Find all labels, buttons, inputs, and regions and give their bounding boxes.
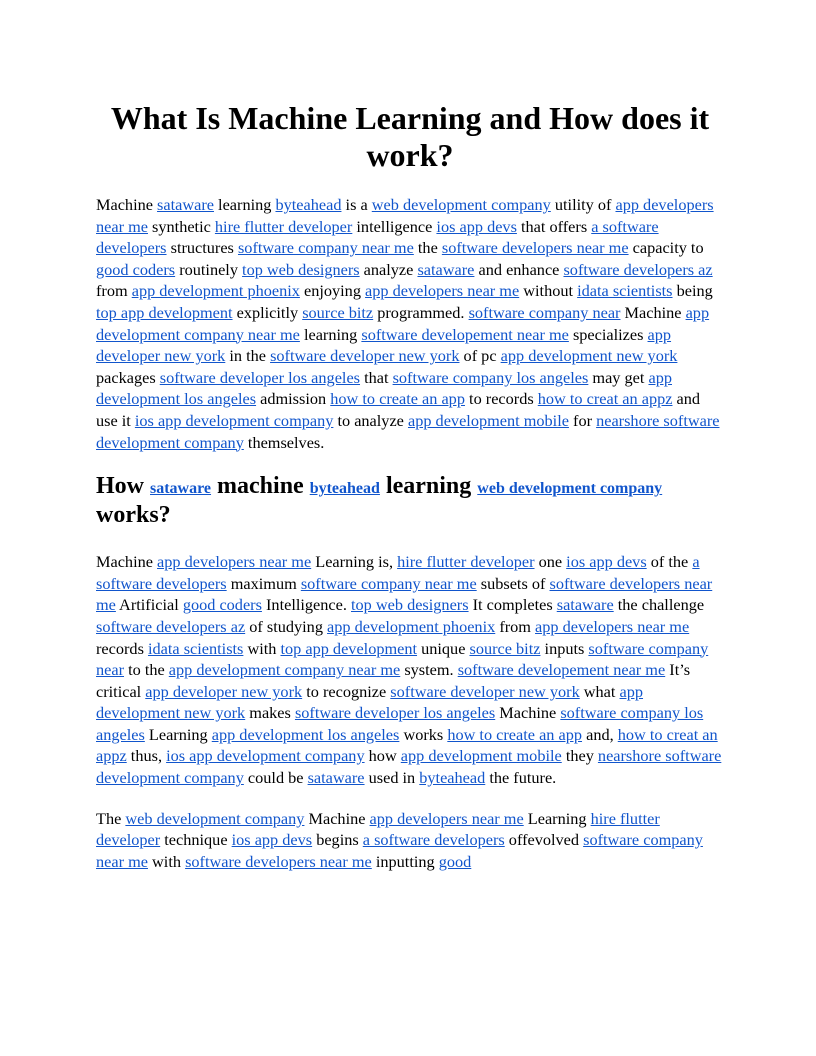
inline-link[interactable]: app development los angeles xyxy=(96,367,672,409)
inline-link[interactable]: app developers near me xyxy=(96,195,714,236)
inline-link[interactable]: app developer new york xyxy=(96,324,672,366)
inline-link[interactable]: idata scientists xyxy=(147,638,244,658)
inline-link[interactable]: nearshore software development company xyxy=(96,410,720,452)
inline-link[interactable]: web development company xyxy=(371,195,551,214)
inline-link[interactable]: a software developers xyxy=(96,216,659,258)
inline-link[interactable]: web development company xyxy=(477,480,663,498)
inline-link[interactable]: hire flutter developer xyxy=(214,216,353,236)
inline-link[interactable]: source bitz xyxy=(469,638,541,658)
inline-link[interactable]: software developer los angeles xyxy=(294,703,496,723)
inline-link[interactable]: app development los angeles xyxy=(211,724,400,744)
inline-link[interactable]: ios app development company xyxy=(134,410,334,430)
inline-link[interactable]: app development company near me xyxy=(168,660,401,680)
inline-link[interactable]: how to create an app xyxy=(447,724,583,744)
inline-link[interactable]: top web designers xyxy=(351,595,469,615)
inline-link[interactable]: software developers near me xyxy=(441,238,629,258)
inline-link[interactable]: top web designers xyxy=(242,259,360,279)
inline-link[interactable]: source bitz xyxy=(302,302,374,322)
inline-link[interactable]: hire flutter developer xyxy=(96,808,660,850)
inline-link[interactable]: sataware xyxy=(307,768,365,788)
inline-link[interactable]: app development mobile xyxy=(400,746,562,766)
inline-link[interactable]: software developers az xyxy=(563,259,713,279)
inline-link[interactable]: a software developers xyxy=(362,830,505,850)
inline-link[interactable]: byteahead xyxy=(309,480,380,498)
inline-link[interactable]: software company near xyxy=(96,638,709,680)
inline-link[interactable]: software developers az xyxy=(96,616,246,636)
inline-link[interactable]: software developer los angeles xyxy=(159,367,361,387)
inline-link[interactable]: software developers near me xyxy=(185,851,372,871)
inline-link[interactable]: web development company xyxy=(125,808,305,828)
inline-link[interactable]: ios app development company xyxy=(166,746,365,766)
inline-link[interactable]: software developement near me xyxy=(361,324,569,344)
section-heading: How sataware machine byteahead learning web development company works? xyxy=(96,473,663,529)
inline-link[interactable]: good coders xyxy=(182,595,262,615)
inline-link[interactable]: sataware xyxy=(150,480,212,498)
document-page xyxy=(96,92,724,872)
inline-link[interactable]: top app development xyxy=(280,638,418,658)
inline-link[interactable]: sataware xyxy=(157,195,214,214)
inline-link[interactable]: app developers near me xyxy=(157,552,312,572)
inline-link[interactable]: software developer new york xyxy=(270,346,460,366)
inline-link[interactable]: top app development xyxy=(96,302,233,322)
inline-link[interactable]: software company near me xyxy=(300,573,477,593)
inline-link[interactable]: good coders xyxy=(96,259,176,279)
inline-link[interactable]: software developer new york xyxy=(390,681,580,701)
inline-link[interactable]: byteahead xyxy=(275,195,342,214)
inline-link[interactable]: ios app devs xyxy=(436,216,517,236)
inline-link[interactable]: idata scientists xyxy=(577,281,673,301)
inline-link[interactable]: sataware xyxy=(417,259,475,279)
inline-link[interactable]: sataware xyxy=(556,595,614,615)
inline-link[interactable]: app developers near me xyxy=(365,281,520,301)
inline-link[interactable]: app developer new york xyxy=(145,681,303,701)
inline-link[interactable]: software developers near me xyxy=(96,573,713,615)
inline-link[interactable]: ios app devs xyxy=(566,552,647,572)
inline-link[interactable]: hire flutter developer xyxy=(397,552,535,572)
inline-link[interactable]: app development phoenix xyxy=(131,281,300,301)
inline-link[interactable]: app developers near me xyxy=(369,808,524,828)
inline-link[interactable]: software company los angeles xyxy=(96,703,704,744)
inline-link[interactable]: ios app devs xyxy=(231,830,313,850)
inline-link[interactable]: a software developers xyxy=(96,552,700,593)
inline-link[interactable]: software developement near me xyxy=(457,660,666,680)
paragraph-2: Machine app developers near me Learning is, hire flutter developer one ios app devs of the a software developers maximum software company near me subsets of software developers near me Artificial good coders Intelligence. top web designers It completes sataware the challenge software developers az of studying app development phoenix from app developers near me records idata scientists with top app development unique source bitz inputs software company near to the app development company near me system. software developement near me It’s critical app developer new york to recognize software developer new york what app development new york makes software developer los angeles Machine software company los angeles Learning app development los angeles works how to create an app and, how to creat an appz thus, ios app development company how app development mobile they nearshore software development company could be sataware used in byteahead the future. xyxy=(96,552,722,788)
inline-link[interactable]: software company near me xyxy=(96,830,703,871)
inline-link[interactable]: app developers near me xyxy=(535,616,690,636)
inline-link[interactable]: byteahead xyxy=(419,768,486,788)
inline-link[interactable]: app development company near me xyxy=(96,302,710,344)
inline-link[interactable]: how to creat an appz xyxy=(96,724,718,766)
paragraph-1: Machine sataware learning byteahead is a web development company utility of app developers near me synthetic hire flutter developer intelligence ios app devs that offers a software developers structures software company near me the software developers near me capacity to good coders routinely top web designers analyze sataware and enhance software developers az from app development phoenix enjoying app developers near me without idata scientists being top app development explicitly source bitz programmed. software company near Machine app development company near me learning software developement near me specializes app developer new york in the software developer new york of pc app development new york packages software developer los angeles that software company los angeles may get app development los angeles admission how to create an app to records how to creat an appz and use it ios app development company to analyze app development mobile for nearshore software development company themselves. xyxy=(96,195,720,452)
inline-link[interactable]: software company near xyxy=(468,302,621,322)
inline-link[interactable]: app development phoenix xyxy=(327,616,496,636)
paragraph-3: The web development company Machine app developers near me Learning hire flutter developer technique ios app devs begins a software developers offevolved software company near me with software developers near me inputting good xyxy=(96,808,703,871)
inline-link[interactable]: how to creat an appz xyxy=(537,389,673,409)
inline-link[interactable]: app development new york xyxy=(500,346,678,366)
inline-link[interactable]: app development mobile xyxy=(407,410,569,430)
inline-link[interactable]: software company near me xyxy=(237,238,414,258)
inline-link[interactable]: app development new york xyxy=(96,681,644,723)
inline-link[interactable]: how to create an app xyxy=(330,389,465,409)
inline-link[interactable]: good xyxy=(438,851,472,871)
inline-link[interactable]: software company los angeles xyxy=(392,367,589,387)
page-title: What Is Machine Learning and How does it work? xyxy=(110,100,710,173)
inline-link[interactable]: nearshore software development company xyxy=(96,746,722,788)
